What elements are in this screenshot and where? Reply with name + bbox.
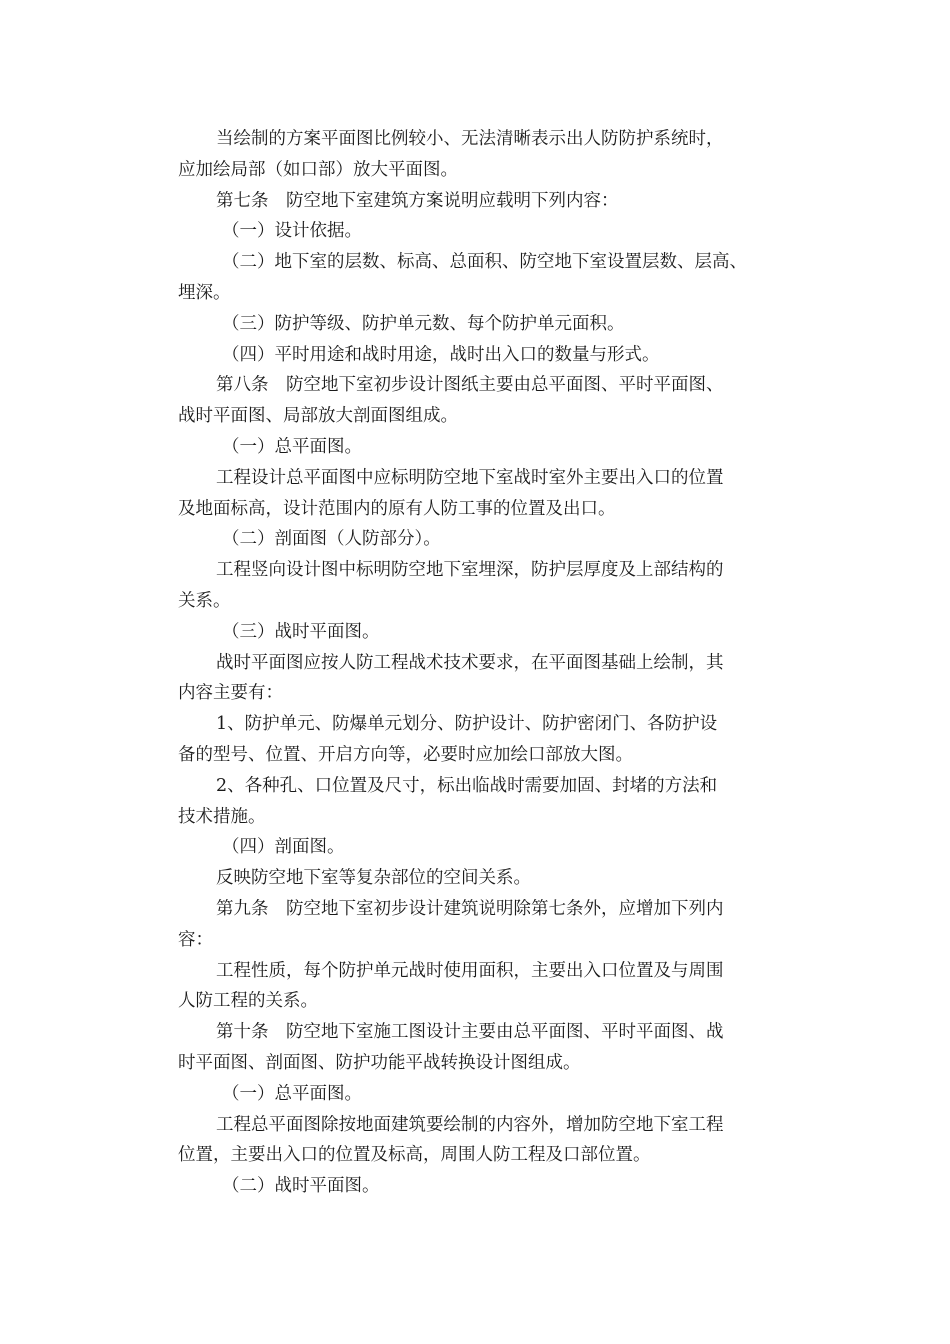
sub-item-paragraph — [178, 617, 788, 648]
body-paragraph — [178, 124, 788, 186]
text-line: 备的型号、位置、开启方向等，必要时应加绘口部放大图。 — [178, 744, 633, 765]
text-line: 战时平面图应按人防工程战术技术要求，在平面图基础上绘制，其 — [216, 652, 724, 673]
text-line: （三）防护等级、防护单元数、每个防护单元面积。 — [222, 313, 625, 334]
text-line: （四）剖面图。 — [222, 837, 345, 858]
text-line: 时平面图、剖面图、防护功能平战转换设计图组成。 — [178, 1052, 581, 1073]
text-line: （二）剖面图（人防部分）。 — [222, 529, 441, 550]
text-line: 容： — [178, 929, 213, 950]
body-paragraph — [178, 709, 788, 771]
text-line: 工程设计总平面图中应标明防空地下室战时室外主要出入口的位置 — [216, 467, 724, 488]
article-paragraph — [178, 894, 788, 956]
text-line: （三）战时平面图。 — [222, 621, 380, 642]
sub-item-paragraph — [178, 340, 788, 371]
body-paragraph — [178, 555, 788, 617]
text-line: 工程竖向设计图中标明防空地下室埋深，防护层厚度及上部结构的 — [216, 560, 724, 581]
body-paragraph — [178, 771, 788, 833]
body-paragraph — [178, 648, 788, 710]
text-line: 反映防空地下室等复杂部位的空间关系。 — [216, 868, 531, 889]
body-paragraph — [178, 463, 788, 525]
sub-item-paragraph — [178, 1079, 788, 1110]
text-line: 人防工程的关系。 — [178, 991, 318, 1012]
text-line: （一）总平面图。 — [222, 436, 362, 457]
text-line: 工程总平面图除按地面建筑要绘制的内容外，增加防空地下室工程 — [216, 1114, 724, 1135]
text-line: 1、防护单元、防爆单元划分、防护设计、防护密闭门、各防护设 — [216, 714, 718, 735]
text-line: 第九条 防空地下室初步设计建筑说明除第七条外，应增加下列内 — [216, 898, 724, 919]
sub-item-paragraph — [178, 309, 788, 340]
text-line: （一）总平面图。 — [222, 1083, 362, 1104]
text-line: 位置，主要出入口的位置及标高，周围人防工程及口部位置。 — [178, 1145, 651, 1166]
text-line: 第八条 防空地下室初步设计图纸主要由总平面图、平时平面图、 — [216, 375, 724, 396]
text-line: （二）地下室的层数、标高、总面积、防空地下室设置层数、层高、 — [222, 252, 747, 273]
article-paragraph — [178, 370, 788, 432]
sub-item-paragraph — [178, 1171, 788, 1202]
article-paragraph — [178, 186, 788, 217]
body-paragraph — [178, 956, 788, 1018]
sub-item-paragraph — [178, 216, 788, 247]
text-line: （二）战时平面图。 — [222, 1176, 380, 1197]
text-line: 第七条 防空地下室建筑方案说明应载明下列内容： — [216, 190, 619, 211]
text-line: （四）平时用途和战时用途，战时出入口的数量与形式。 — [222, 344, 660, 365]
text-line: （一）设计依据。 — [222, 221, 362, 242]
text-line: 技术措施。 — [178, 806, 266, 827]
text-line: 关系。 — [178, 590, 231, 611]
body-paragraph — [178, 1110, 788, 1172]
text-line: 工程性质，每个防护单元战时使用面积，主要出入口位置及与周围 — [216, 960, 724, 981]
text-line: 当绘制的方案平面图比例较小、无法清晰表示出人防防护系统时， — [216, 129, 724, 149]
sub-item-paragraph — [178, 432, 788, 463]
text-line: 2、各种孔、口位置及尺寸，标出临战时需要加固、封堵的方法和 — [216, 775, 718, 796]
body-paragraph — [178, 863, 788, 894]
text-line: 内容主要有： — [178, 683, 283, 704]
text-line: 战时平面图、局部放大剖面图组成。 — [178, 406, 458, 427]
text-line: 及地面标高，设计范围内的原有人防工事的位置及出口。 — [178, 498, 616, 519]
text-line: 应加绘局部（如口部）放大平面图。 — [178, 159, 458, 180]
sub-item-paragraph — [178, 247, 788, 309]
text-line: 第十条 防空地下室施工图设计主要由总平面图、平时平面图、战 — [216, 1022, 724, 1043]
document-body — [178, 124, 788, 1202]
sub-item-paragraph — [178, 524, 788, 555]
sub-item-paragraph — [178, 832, 788, 863]
article-paragraph — [178, 1017, 788, 1079]
text-line: 埋深。 — [178, 282, 231, 303]
